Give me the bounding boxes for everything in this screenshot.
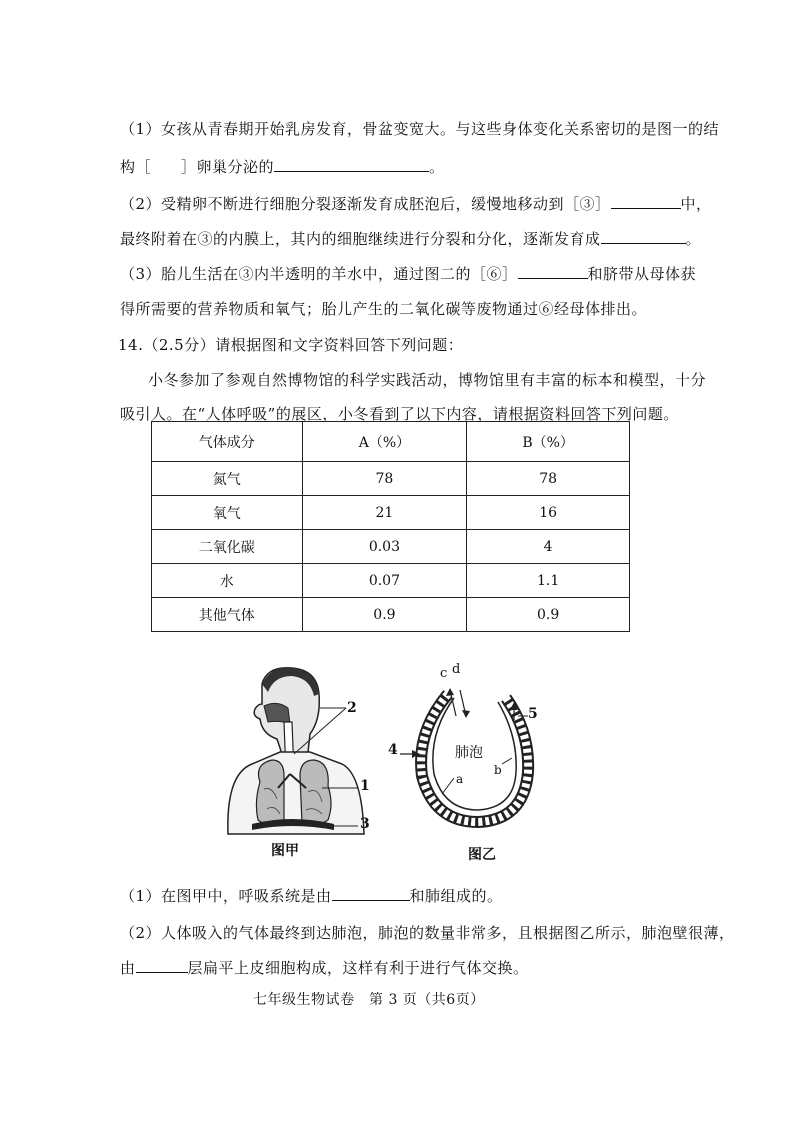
table-header: 气体成分 [152, 422, 303, 462]
fig-yi-label-c: c [440, 666, 448, 681]
arrow-a [442, 778, 454, 794]
text: （3）胎儿生活在③内半透明的羊水中，通过图二的［⑥］ [120, 265, 518, 283]
respiratory-system-figure [222, 664, 382, 836]
text: 构［ [120, 158, 152, 176]
fig-yi-center-label: 肺泡 [455, 745, 483, 761]
fig-yi-label-d: d [452, 662, 461, 677]
table-cell: 0.9 [302, 598, 467, 632]
answer-blank[interactable] [332, 886, 410, 901]
table-row [152, 496, 630, 530]
fig-yi-caption: 图乙 [468, 847, 496, 863]
q14-intro-line1: 小冬参加了参观自然博物馆的科学实践活动，博物馆里有丰富的标本和模型，十分 [148, 371, 707, 389]
table-cell: 氮气 [152, 462, 303, 496]
left-lung [256, 760, 284, 825]
fig-yi-label-5: 5 [528, 706, 538, 722]
right-lung [300, 760, 331, 825]
q13-part1-line1: （1）女孩从青春期开始乳房发育，骨盆变宽大。与这些身体变化关系密切的是图一的结 [120, 120, 720, 138]
fig-jia-caption: 图甲 [271, 843, 299, 859]
nasal-cavity [264, 703, 290, 724]
gas-composition-table [151, 421, 630, 632]
table-cell: 0.9 [467, 598, 630, 632]
table-cell: 二氧化碳 [152, 530, 303, 564]
q13-part3-line1 [120, 263, 696, 284]
fig-jia-label-1: 1 [360, 778, 370, 794]
q14-heading: 14.（2.5分）请根据图和文字资料回答下列问题： [118, 336, 464, 354]
table-cell: 0.03 [302, 530, 467, 564]
text: 。 [429, 158, 445, 176]
page-footer: 七年级生物试卷 第 3 页（共6页） [253, 992, 485, 1008]
arrow-d-head [462, 710, 470, 718]
q14-sub1 [120, 885, 503, 906]
answer-blank[interactable] [518, 264, 588, 279]
answer-blank[interactable] [611, 194, 681, 209]
fig-jia-label-2: 2 [347, 700, 357, 716]
q14-intro-line2: 吸引人。在“人体呼吸”的展区，小冬看到了以下内容，请根据资料回答下列问题。 [120, 405, 679, 423]
answer-blank[interactable] [601, 229, 686, 244]
text: 中， [680, 195, 712, 213]
fig-yi-label-b: b [494, 763, 502, 777]
text: （1）在图甲中，呼吸系统是由 [120, 887, 332, 905]
table-row [152, 530, 630, 564]
text: 由 [120, 959, 136, 977]
q13-part2-line1 [120, 193, 712, 214]
table-cell: 4 [467, 530, 630, 564]
table-cell: 0.07 [302, 564, 467, 598]
arrow-b [502, 758, 512, 764]
table-row [152, 462, 630, 496]
table-header: B（%） [467, 422, 630, 462]
text: 和脐带从母体获 [587, 265, 697, 283]
arrow-c-head [446, 688, 454, 696]
text: ］卵巢分泌的 [181, 158, 275, 176]
table-cell: 其他气体 [152, 598, 303, 632]
text: （2）受精卵不断进行细胞分裂逐渐发育成胚泡后，缓慢地移动到［③］ [120, 195, 611, 213]
table-row [152, 564, 630, 598]
table-cell: 16 [467, 496, 630, 530]
table-header: A（%） [302, 422, 467, 462]
q14-sub2-line2 [120, 957, 529, 978]
q13-part1-line2 [120, 156, 445, 177]
table-cell: 1.1 [467, 564, 630, 598]
answer-blank[interactable] [274, 157, 429, 172]
q13-part2-line2 [120, 228, 701, 249]
table-cell: 21 [302, 496, 467, 530]
fig-yi-label-a: a [456, 772, 464, 786]
text: 和肺组成的。 [409, 887, 503, 905]
table-cell: 78 [302, 462, 467, 496]
text: 。 [685, 230, 702, 248]
fig-jia-label-3: 3 [360, 816, 370, 832]
text: 最终附着在③的内膜上，其内的细胞继续进行分裂和分化，逐渐发育成 [120, 230, 601, 248]
table-header-row [152, 422, 630, 462]
table-row [152, 598, 630, 632]
table-cell: 78 [467, 462, 630, 496]
text: 层扁平上皮细胞构成，这样有利于进行气体交换。 [187, 959, 529, 977]
q14-sub2-line1: （2）人体吸入的气体最终到达肺泡，肺泡的数量非常多，且根据图乙所示，肺泡壁很薄， [120, 924, 735, 942]
fig-yi-label-4: 4 [388, 742, 398, 758]
q13-part3-line2: 得所需要的营养物质和氧气；胎儿产生的二氧化碳等废物通过⑥经母体排出。 [120, 300, 648, 318]
table-cell: 氧气 [152, 496, 303, 530]
table-cell: 水 [152, 564, 303, 598]
answer-blank[interactable] [136, 958, 188, 973]
